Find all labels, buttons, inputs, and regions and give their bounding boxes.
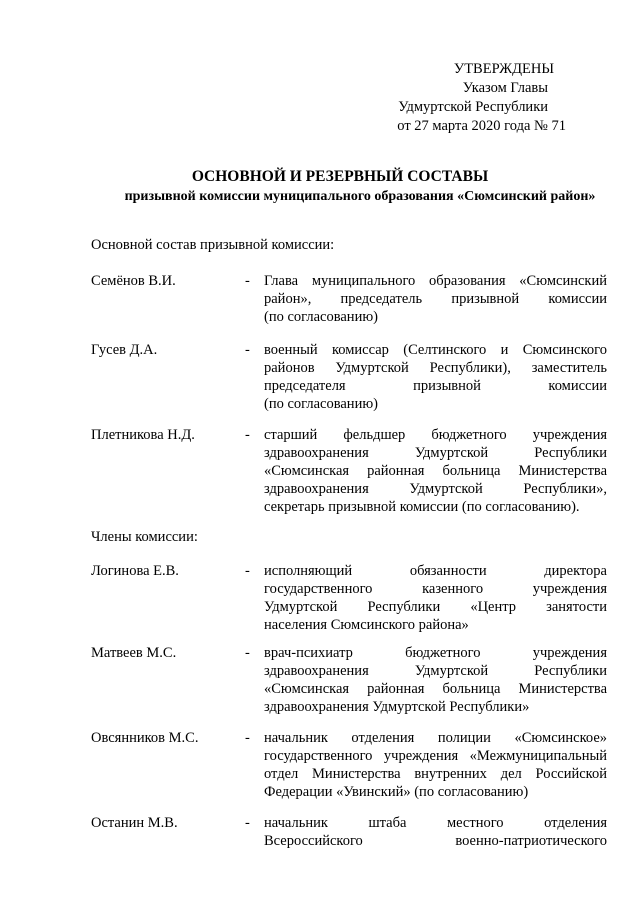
- role-line: здравоохранения Удмуртской Республики»,: [264, 481, 607, 497]
- role-line: председателя призывной комиссии: [264, 378, 607, 394]
- main-section-label: Основной состав призывной комиссии:: [91, 237, 335, 253]
- member-role: [264, 562, 607, 634]
- role-line: старший фельдшер бюджетного учреждения: [264, 427, 607, 443]
- role-line: Всероссийского военно-патриотического: [264, 833, 607, 849]
- title-main: ОСНОВНОЙ И РЕЗЕРВНЫЙ СОСТАВЫ: [191, 168, 489, 185]
- role-line: район», председатель призывной комиссии: [264, 291, 607, 307]
- member-role: [264, 341, 607, 413]
- member-name: Овсянников М.С.: [91, 730, 199, 746]
- role-line: отдел Министерства внутренних дел Российской: [264, 766, 607, 782]
- role-line: Глава муниципального образования «Сюмсинский: [264, 273, 607, 289]
- member-name: Логинова Е.В.: [91, 563, 179, 579]
- role-line: секретарь призывной комиссии (по согласованию).: [264, 499, 580, 515]
- member-dash: -: [245, 730, 250, 746]
- role-line: «Сюмсинская районная больница Министерства: [264, 463, 607, 479]
- title-subtitle: призывной комиссии муниципального образования «Сюмсинский район»: [124, 189, 596, 204]
- role-line: государственного казенного учреждения: [264, 581, 607, 597]
- role-line: военный комиссар (Селтинского и Сюмсинского: [264, 342, 607, 358]
- role-line: начальник отделения полиции «Сюмсинское»: [264, 730, 607, 746]
- member-role: [264, 644, 607, 716]
- role-line: «Сюмсинская районная больница Министерства: [264, 681, 607, 697]
- member-dash: -: [245, 273, 250, 289]
- member-dash: -: [245, 645, 250, 661]
- member-role: [264, 729, 607, 801]
- role-line: (по согласованию): [264, 396, 378, 412]
- approval-decree: Указом Главы: [462, 80, 548, 96]
- member-name: Плетникова Н.Д.: [91, 427, 195, 443]
- member-role: [264, 272, 607, 326]
- member-name: Останин М.В.: [91, 815, 178, 831]
- role-line: (по согласованию): [264, 309, 378, 325]
- role-line: здравоохранения Удмуртской Республики: [264, 663, 607, 679]
- member-dash: -: [245, 427, 250, 443]
- role-line: здравоохранения Удмуртской Республики»: [264, 699, 530, 715]
- role-line: здравоохранения Удмуртской Республики: [264, 445, 607, 461]
- role-line: Федерации «Увинский» (по согласованию): [264, 784, 529, 800]
- member-name: Семёнов В.И.: [91, 273, 176, 289]
- member-dash: -: [245, 342, 250, 358]
- role-line: начальник штаба местного отделения: [264, 815, 607, 831]
- member-role: [264, 814, 607, 850]
- role-line: врач-психиатр бюджетного учреждения: [264, 645, 607, 661]
- document-title: [60, 167, 620, 207]
- approval-heading: УТВЕРЖДЕНЫ: [453, 61, 554, 77]
- role-line: исполняющий обязанности директора: [264, 563, 607, 579]
- approval-date: от 27 марта 2020 года № 71: [397, 118, 566, 134]
- members-section-label: Члены комиссии:: [91, 529, 198, 545]
- role-line: районов Удмуртской Республики), заместитель: [264, 360, 607, 376]
- member-name: Гусев Д.А.: [91, 342, 158, 358]
- role-line: населения Сюмсинского района»: [264, 617, 469, 633]
- approval-stamp: [306, 60, 566, 136]
- member-dash: -: [245, 563, 250, 579]
- role-line: государственного учреждения «Межмуниципальный: [264, 748, 607, 764]
- member-role: [264, 426, 607, 516]
- role-line: Удмуртской Республики «Центр занятости: [264, 599, 607, 615]
- member-name: Матвеев М.С.: [91, 645, 177, 661]
- approval-republic: Удмуртской Республики: [398, 99, 548, 115]
- member-dash: -: [245, 815, 250, 831]
